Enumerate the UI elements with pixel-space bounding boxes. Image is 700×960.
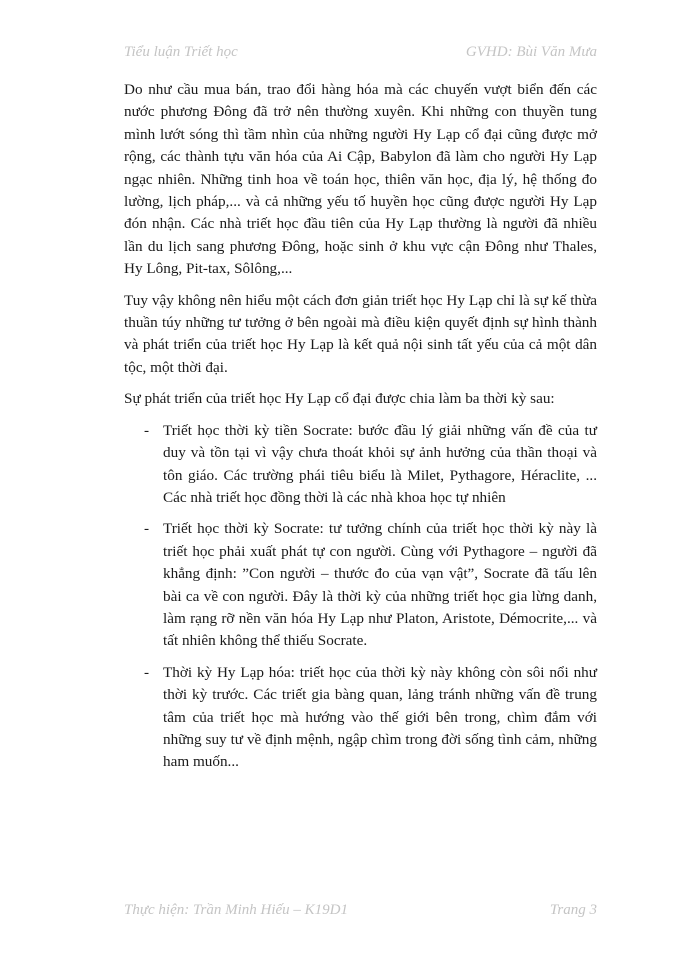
page-number: Trang 3 bbox=[549, 902, 597, 918]
list-item bbox=[124, 518, 597, 652]
header-advisor: GVHD: Bùi Văn Mưa bbox=[465, 44, 597, 60]
dash-bullet-icon: - bbox=[144, 520, 150, 538]
list-item-text: Triết học thời kỳ Socrate: tư tưởng chính của triết học thời kỳ này là triết học phải xuất phát tự con người. Cùng với Pythagore – người đã khẳng định: ”Con người – thước đo của vạn vật”, Socrate đã tấu lên bài ca về con người. Đây là thời kỳ của những triết học gia lừng danh, làm rạng rỡ nền văn hóa Hy Lạp như Platon, Aristote, Démocrite,... và tất nhiên không thể thiếu Socrate. bbox=[163, 520, 597, 650]
dash-bullet-icon: - bbox=[144, 663, 150, 681]
list-item-text: Triết học thời kỳ tiền Socrate: bước đầu lý giải những vấn đề của tư duy và tồn tại vì vậy chưa thoát khỏi sự ảnh hưởng của thần thoại và tôn giáo. Các trường phái tiêu biểu là Milet, Pythagore, Héraclite, ... Các nhà triết học đồng thời là các nhà khoa học tự nhiên bbox=[163, 421, 597, 506]
list-item-text: Thời kỳ Hy Lạp hóa: triết học của thời kỳ này không còn sôi nổi như thời kỳ trước. Các triết gia bàng quan, lảng tránh những vấn đề trung tâm của triết học mà hướng vào thế giới bên trong, chìm đắm với những suy tư về định mệnh, ngập chìm trong đời sống tình cảm, những ham muốn... bbox=[163, 663, 597, 771]
header-document-title: Tiểu luận Triết học bbox=[124, 44, 238, 60]
paragraph-3: Sự phát triển của triết học Hy Lạp cổ đại được chia làm ba thời kỳ sau: bbox=[124, 390, 555, 408]
period-list bbox=[124, 420, 597, 774]
page-header bbox=[124, 44, 597, 61]
page-footer bbox=[124, 902, 597, 919]
list-item bbox=[124, 662, 597, 774]
paragraph-1: Do như cầu mua bán, trao đổi hàng hóa mà các chuyến vượt biển đến các nước phương Đông đã trở nên thường xuyên. Khi những con thuyền tung mình lướt sóng thì tầm nhìn của những người Hy Lạp cổ đại cũng được mở rộng, các thành tựu văn hóa của Ai Cập, Babylon đã làm cho người Hy Lạp ngạc nhiên. Những tinh hoa về toán học, thiên văn học, địa lý, hệ thống đo lường, lịch pháp,... và cả những yếu tố huyền học cũng được người Hy Lạp đón nhận. Các nhà triết học đầu tiên của Hy Lạp thường là người đã nhiều lần du lịch sang phương Đông, hoặc sinh ở khu vực cận Đông như Thales, Hy Lông, Pit-tax, Sôlông,... bbox=[124, 81, 597, 278]
document-body bbox=[124, 79, 597, 783]
list-item bbox=[124, 420, 597, 510]
paragraph-2: Tuy vậy không nên hiểu một cách đơn giản triết học Hy Lạp chỉ là sự kế thừa thuần túy những tư tưởng ở bên ngoài mà điều kiện quyết định sự hình thành và phát triển của triết học Hy Lạp là kết quả nội sinh tất yếu của cả một dân tộc, một thời đại. bbox=[124, 291, 597, 376]
footer-author: Thực hiện: Trần Minh Hiếu – K19D1 bbox=[124, 902, 349, 918]
dash-bullet-icon: - bbox=[144, 421, 150, 439]
